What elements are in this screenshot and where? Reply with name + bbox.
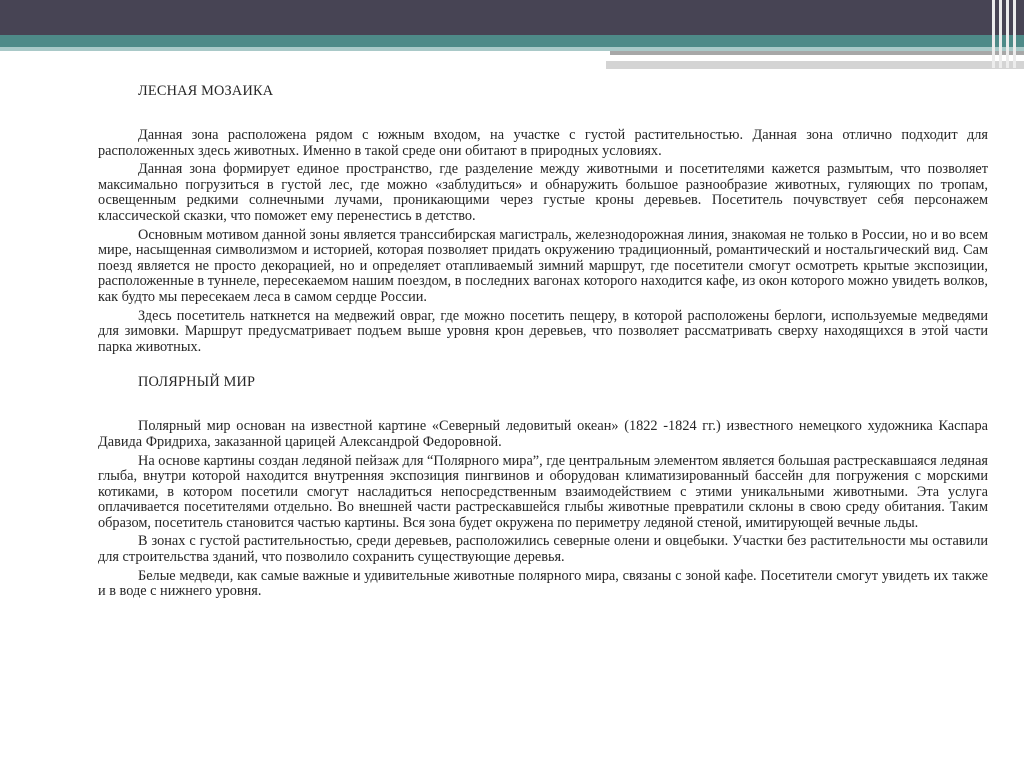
paragraph: Данная зона расположена рядом с южным входом, на участке с густой растительностью. Данная зона отлично подходит для расположенных здесь животных. Именно в такой среде они обитают в природных условиях. [98,127,988,159]
slide-content [98,80,988,603]
paragraph: В зонах с густой растительностью, среди деревьев, расположились северные олени и овцебыки. Участки без растительности мы оставили для строительства зданий, что позволило сохранить существующие деревья. [98,533,988,566]
header-stripe-white [620,56,950,59]
paragraph: Основным мотивом данной зоны является транссибирская магистраль, железнодорожная линия, знакомая не только в России, но и во всем мире, насыщенная символизмом и историей, которая позволяет придать окружению традиционный, романтический и ностальгический вид. Сам поезд является не просто декорацией, но и определяет отапливаемый зимний маршрут, где посетители смогут осмотреть крытые экспозиции, расположенные в туннеле, пересекаемом нашим поездом, в последних вагонах которого находится кафе, из окон которого можно увидеть волков, как будто мы пересекаем леса в самом сердце России. [98,226,988,305]
paragraph: Здесь посетитель наткнется на медвежий овраг, где можно посетить пещеру, в которой расположены берлоги, используемые медведями для зимовки. Маршрут предусматривает подъем выше уровня крон деревьев, что позволяет рассматривать сверху находящихся в этой части парка животных. [98,307,988,355]
section-forest-mosaic [98,80,988,355]
header-stripe-grey [610,51,1024,55]
header-band-teal [0,35,1024,47]
section-polar-world [98,371,988,600]
section-title: ЛЕСНАЯ МОЗАИКА [138,83,274,99]
paragraph: Белые медведи, как самые важные и удивительные животные полярного мира, связаны с зоной кафе. Посетители смогут увидеть их также и в воде с нижнего уровня. [98,567,988,600]
header-stripe-light-grey [606,61,1024,69]
header-vertical-lines [990,0,1024,68]
header-band-dark [0,0,1024,35]
paragraph: Полярный мир основан на известной картине «Северный ледовитый океан» (1822 -1824 гг.) известного немецкого художника Каспара Давида Фридриха, заказанной царицей Александрой Федоровной. [98,418,988,450]
paragraph: На основе картины создан ледяной пейзаж для “Полярного мира”, где центральным элементом является большая растрескавшаяся ледяная глыба, внутри которой находится внутренняя экспозиция пингвинов и оборудован климатизированный бассейн для погружения с морскими котиками, в котором посетили смогут насладиться непосредственным взаимодействием с этими уникальными животными. Эта услуга оплачивается посетителями отдельно. Во внешней части растрескавшейся глыбы животные превратили склоны в свою среду обитания. Таким образом, посетитель становится частью картины. Вся зона будет окружена по периметру ледяной стеной, имитирующей вечные льды. [98,452,988,531]
paragraph: Данная зона формирует единое пространство, где разделение между животными и посетителями кажется размытым, что позволяет максимально погрузиться в густой лес, где можно «заблудиться» и обнаружить большое разнообразие животных, гуляющих по тропам, освещенным редкими солнечными лучами, проникающими через густые кроны деревьев. Посетитель почувствует себя персонажем классической сказки, что поможет ему перенестись в детство. [98,161,988,224]
header-banner [0,0,1024,72]
section-title: ПОЛЯРНЫЙ МИР [138,374,256,391]
